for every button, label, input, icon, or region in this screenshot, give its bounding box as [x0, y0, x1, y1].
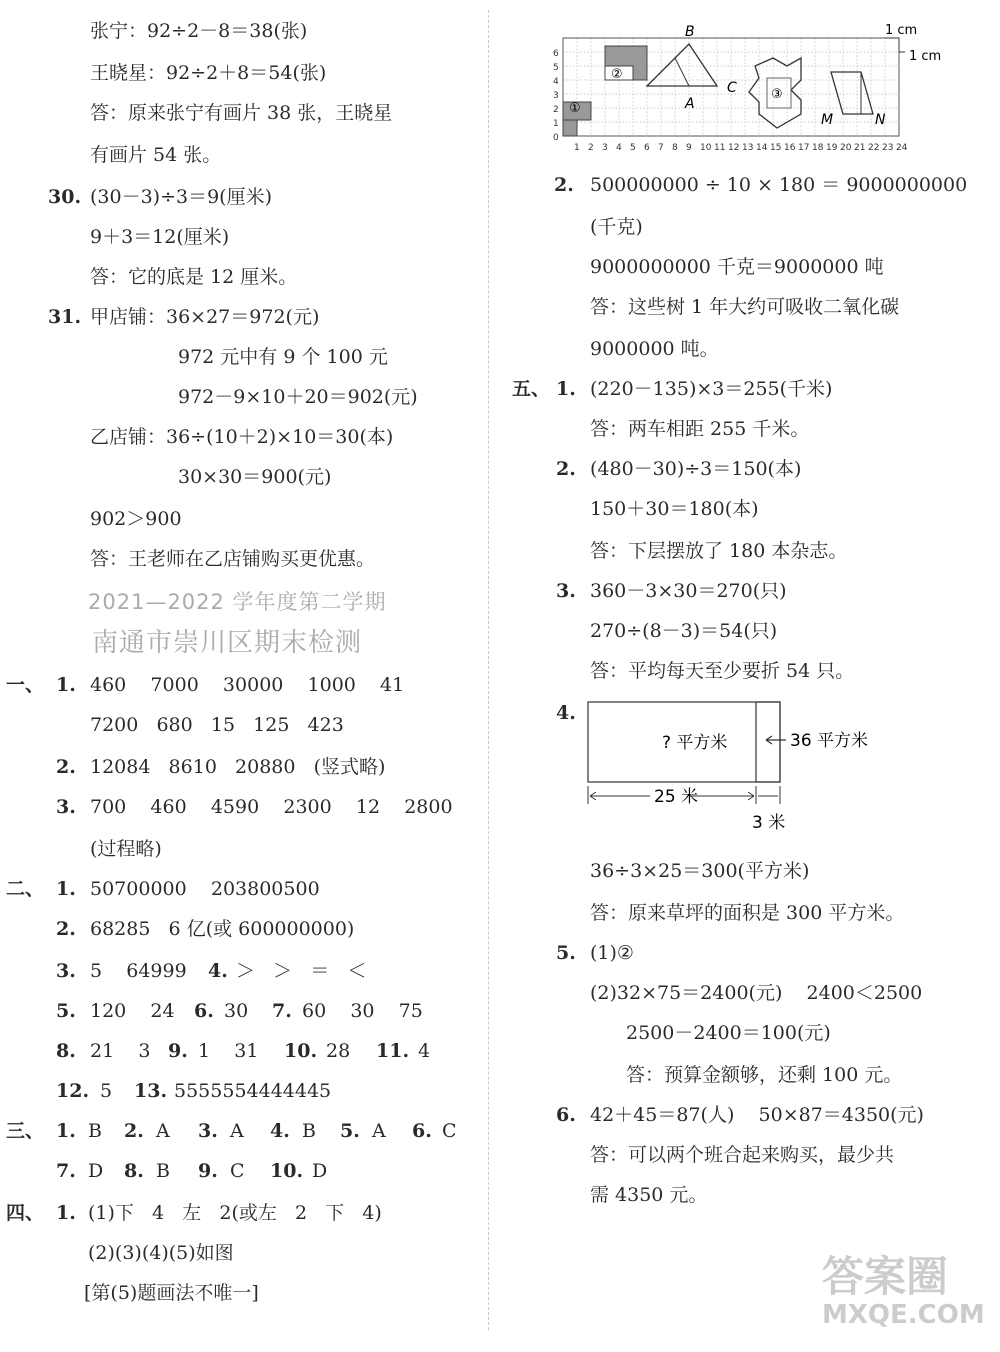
- answer-line: 有画片 54 张。: [90, 144, 222, 166]
- answer-line: (1)下 4 左 2(或左 2 下 4): [88, 1202, 382, 1224]
- y-tick-label: 3: [553, 91, 559, 101]
- answer-line: 5555554444445: [174, 1080, 332, 1102]
- unit-label-top: 1 cm: [885, 23, 918, 38]
- answer-line: D: [312, 1160, 328, 1182]
- answer-line: (1)②: [590, 942, 634, 964]
- y-tick-label: 4: [553, 77, 559, 87]
- answer-line: 答：预算金额够，还剩 100 元。: [626, 1064, 903, 1086]
- answer-line: 答：原来张宁有画片 38 张，王晓星: [90, 102, 393, 124]
- answer-line: 360－3×30＝270(只): [590, 580, 787, 602]
- triangle-median: [675, 58, 689, 86]
- unit-mark: [885, 38, 905, 52]
- answer-line: 需 4350 元。: [590, 1184, 708, 1206]
- answer-line: 5: [100, 1080, 113, 1102]
- answer-line: (30－3)÷3＝9(厘米): [90, 186, 273, 208]
- x-tick-label: 10: [700, 143, 712, 153]
- answer-line: 902＞900: [90, 508, 182, 530]
- question-number: 7.: [272, 1000, 292, 1022]
- answer-line: (千克): [590, 216, 643, 238]
- answer-line: 12084 8610 20880 (竖式略): [90, 756, 386, 778]
- watermark-url: MXQE.COM: [822, 1300, 985, 1330]
- unit-label-side: 1 cm: [909, 49, 942, 64]
- answer-line: 972－9×10＋20＝902(元): [178, 386, 418, 408]
- answer-line: B: [302, 1120, 316, 1142]
- x-tick-label: 13: [742, 143, 754, 153]
- question-number: 2.: [56, 918, 76, 940]
- length-label: 25 米: [654, 787, 699, 807]
- question-number: 2.: [124, 1120, 144, 1142]
- answer-line: 9＋3＝12(厘米): [90, 226, 230, 248]
- question-number: 2.: [554, 174, 574, 196]
- x-tick-label: 22: [868, 143, 880, 153]
- answer-line: ＞ ＞ ＝ ＜: [236, 960, 367, 982]
- label-circle-3: ③: [771, 87, 783, 102]
- label-n: N: [875, 112, 886, 128]
- y-tick-label: 2: [553, 105, 559, 115]
- question-number: 12.: [56, 1080, 90, 1102]
- question-number: 10.: [270, 1160, 304, 1182]
- strip-width-label: 3 米: [752, 813, 786, 833]
- answer-line: 9000000000 千克＝9000000 吨: [590, 256, 884, 278]
- answer-line: 30×30＝900(元): [178, 466, 332, 488]
- answer-line: 答：它的底是 12 厘米。: [90, 266, 298, 288]
- question-number: 6.: [194, 1000, 214, 1022]
- answer-line: 700 460 4590 2300 12 2800: [90, 796, 453, 818]
- answer-line: 460 7000 30000 1000 41: [90, 674, 405, 696]
- section-title-year: 2021—2022 学年度第二学期: [88, 590, 387, 614]
- section-label: 二、: [6, 878, 45, 900]
- x-tick-label: 18: [812, 143, 824, 153]
- label-m: M: [821, 112, 834, 128]
- answer-line: 乙店铺：36÷(10＋2)×10＝30(本): [90, 426, 394, 448]
- question-number: 3.: [556, 580, 576, 602]
- x-tick-label: 24: [896, 143, 908, 153]
- label-a: A: [685, 96, 695, 112]
- x-tick-label: 1: [574, 143, 580, 153]
- y-tick-label: 5: [553, 63, 559, 73]
- x-tick-label: 8: [672, 143, 678, 153]
- answer-line: 王晓星：92÷2＋8＝54(张): [90, 62, 327, 84]
- answer-line: A: [372, 1120, 386, 1142]
- answer-line: (过程略): [90, 838, 162, 860]
- question-number: 1.: [56, 1120, 76, 1142]
- answer-line: C: [442, 1120, 457, 1142]
- question-number: 4.: [270, 1120, 290, 1142]
- x-tick-label: 9: [686, 143, 692, 153]
- answer-line: 答：王老师在乙店铺购买更优惠。: [90, 548, 376, 570]
- answer-line: 42＋45＝87(人) 50×87＝4350(元): [590, 1104, 924, 1126]
- answer-line: 1 31: [198, 1040, 259, 1062]
- answer-line: B: [88, 1120, 102, 1142]
- question-number: 11.: [376, 1040, 410, 1062]
- answer-line: 答：平均每天至少要折 54 只。: [590, 660, 855, 682]
- lawn-diagram: [580, 696, 900, 846]
- section-label: 三、: [6, 1120, 45, 1142]
- question-number: 4.: [556, 702, 576, 724]
- question-number: 5.: [556, 942, 576, 964]
- question-number: 13.: [134, 1080, 168, 1102]
- x-tick-label: 23: [882, 143, 894, 153]
- question-number: 3.: [56, 796, 76, 818]
- x-tick-label: 17: [798, 143, 810, 153]
- answer-line: 9000000 吨。: [590, 338, 719, 360]
- answer-line: 68285 6 亿(或 600000000): [90, 918, 355, 940]
- answer-line: [第(5)题画法不唯一]: [84, 1282, 259, 1304]
- answer-line: 30: [224, 1000, 249, 1022]
- question-number: 1.: [56, 1202, 76, 1224]
- section-label: 四、: [6, 1202, 45, 1224]
- x-tick-label: 6: [644, 143, 650, 153]
- coordinate-grid-figure: [545, 20, 965, 160]
- x-tick-label: 14: [756, 143, 768, 153]
- question-number: 31.: [48, 306, 82, 328]
- question-number: 8.: [124, 1160, 144, 1182]
- answer-line: A: [156, 1120, 170, 1142]
- question-number: 2.: [56, 756, 76, 778]
- watermark-logo: 答案圈: [822, 1252, 949, 1301]
- answer-line: (2)(3)(4)(5)如图: [88, 1242, 234, 1264]
- y-tick-label: 0: [553, 133, 559, 143]
- question-number: 9.: [198, 1160, 218, 1182]
- x-tick-label: 16: [784, 143, 796, 153]
- answer-line: 4: [418, 1040, 431, 1062]
- y-tick-label: 6: [553, 49, 559, 59]
- x-tick-label: 15: [770, 143, 782, 153]
- question-number: 6.: [556, 1104, 576, 1126]
- answer-line: 50700000 203800500: [90, 878, 320, 900]
- answer-line: 甲店铺：36×27＝972(元): [90, 306, 320, 328]
- question-number: 7.: [56, 1160, 76, 1182]
- question-number: 2.: [556, 458, 576, 480]
- answer-line: 500000000 ÷ 10 × 180 ＝ 9000000000: [590, 174, 968, 196]
- answer-line: 答：原来草坪的面积是 300 平方米。: [590, 902, 905, 924]
- y-tick-label: 1: [553, 119, 559, 129]
- label-circle-1: ①: [569, 101, 581, 116]
- answer-line: 120 24: [90, 1000, 175, 1022]
- answer-line: 21 3: [90, 1040, 151, 1062]
- x-tick-label: 19: [826, 143, 838, 153]
- x-tick-label: 12: [728, 143, 740, 153]
- answer-line: 2500－2400＝100(元): [626, 1022, 831, 1044]
- section-label: 一、: [6, 674, 45, 696]
- section-title-exam: 南通市崇川区期末检测: [92, 628, 363, 658]
- x-tick-label: 7: [658, 143, 664, 153]
- section-label: 五、: [512, 378, 551, 400]
- x-tick-label: 4: [616, 143, 622, 153]
- x-tick-label: 2: [588, 143, 594, 153]
- question-number: 5.: [340, 1120, 360, 1142]
- answer-line: 972 元中有 9 个 100 元: [178, 346, 388, 368]
- question-number: 4.: [208, 960, 228, 982]
- question-number: 1.: [556, 378, 576, 400]
- answer-line: 答：下层摆放了 180 本杂志。: [590, 540, 848, 562]
- lawn-area-label: ? 平方米: [662, 733, 728, 753]
- x-tick-label: 20: [840, 143, 852, 153]
- question-number: 10.: [284, 1040, 318, 1062]
- answer-line: D: [88, 1160, 104, 1182]
- column-divider: [488, 10, 489, 1330]
- answer-line: 28: [326, 1040, 351, 1062]
- label-b: B: [685, 24, 695, 40]
- answer-line: 7200 680 15 125 423: [90, 714, 344, 736]
- x-tick-label: 5: [630, 143, 636, 153]
- answer-line: 答：这些树 1 年大约可吸收二氧化碳: [590, 296, 900, 318]
- question-number: 1.: [56, 674, 76, 696]
- answer-line: 36÷3×25＝300(平方米): [590, 860, 810, 882]
- answer-line: 60 30 75: [302, 1000, 423, 1022]
- answer-line: 270÷(8－3)＝54(只): [590, 620, 778, 642]
- question-number: 9.: [168, 1040, 188, 1062]
- answer-line: (2)32×75＝2400(元) 2400＜2500: [590, 982, 923, 1004]
- x-tick-label: 11: [714, 143, 726, 153]
- label-circle-2: ②: [611, 67, 623, 82]
- answer-line: C: [230, 1160, 245, 1182]
- answer-line: (480－30)÷3＝150(本): [590, 458, 802, 480]
- question-number: 5.: [56, 1000, 76, 1022]
- question-number: 3.: [198, 1120, 218, 1142]
- x-tick-label: 3: [602, 143, 608, 153]
- answer-line: (220－135)×3＝255(千米): [590, 378, 833, 400]
- question-number: 3.: [56, 960, 76, 982]
- answer-line: A: [230, 1120, 244, 1142]
- answer-line: 5 64999: [90, 960, 187, 982]
- question-number: 6.: [412, 1120, 432, 1142]
- answer-line: 张宁：92÷2－8＝38(张): [90, 20, 308, 42]
- answer-line: B: [156, 1160, 170, 1182]
- answer-line: 答：两车相距 255 千米。: [590, 418, 810, 440]
- answer-line: 答：可以两个班合起来购买，最少共: [590, 1144, 895, 1166]
- answer-line: 150＋30＝180(本): [590, 498, 759, 520]
- question-number: 30.: [48, 186, 82, 208]
- label-c: C: [727, 80, 737, 96]
- strip-area-label: 36 平方米: [790, 731, 869, 751]
- question-number: 1.: [56, 878, 76, 900]
- question-number: 8.: [56, 1040, 76, 1062]
- x-tick-label: 21: [854, 143, 866, 153]
